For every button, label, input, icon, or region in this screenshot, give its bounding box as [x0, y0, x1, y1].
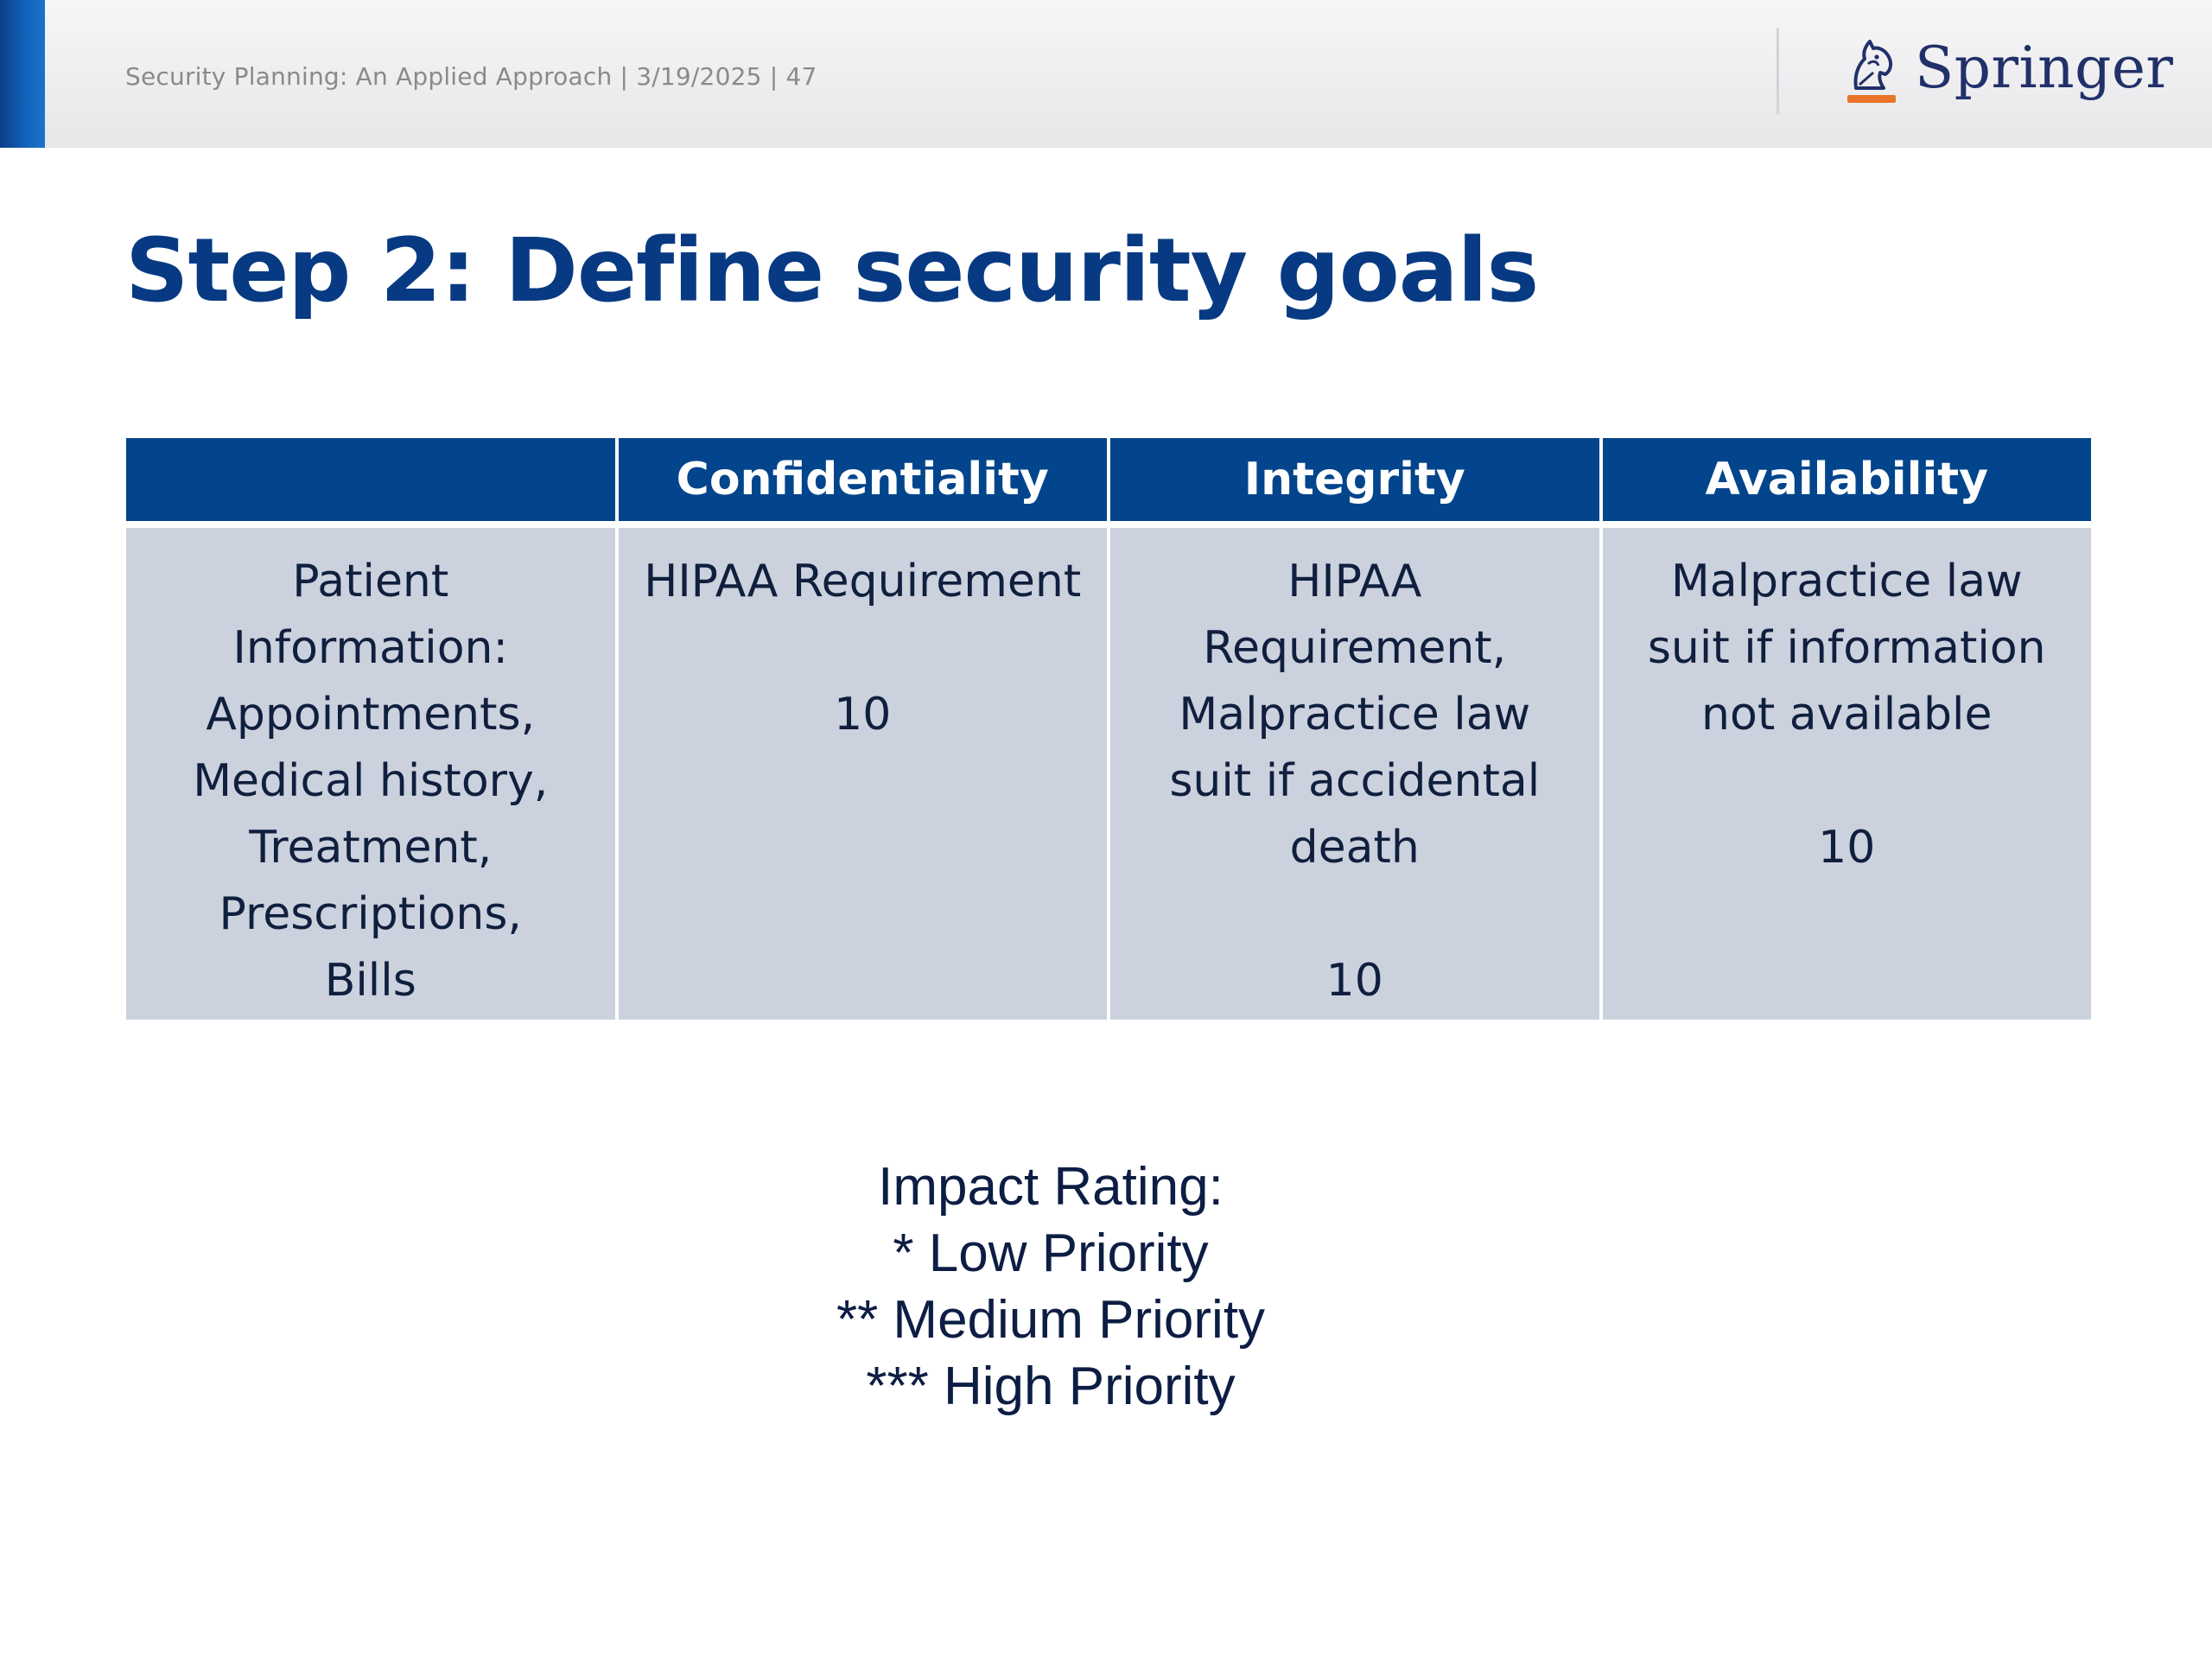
legend-item-low: * Low Priority [893, 1224, 1209, 1283]
springer-wordmark: Springer [1915, 35, 2174, 101]
asset-line: Medical history, [193, 755, 549, 807]
integrity-reason-line: Requirement, [1203, 622, 1507, 674]
table-header-row [126, 438, 2091, 524]
asset-line: Patient [292, 556, 449, 607]
accent-strip [0, 0, 45, 148]
legend-item-high: *** High Priority [866, 1357, 1236, 1416]
springer-logo [1839, 31, 2174, 111]
asset-line: Bills [324, 955, 416, 1007]
impact-rating-legend [0, 1154, 2101, 1420]
availability-cell [1603, 528, 2092, 1020]
asset-line: Treatment, [249, 822, 493, 874]
confidentiality-reason: HIPAA Requirement [644, 556, 1082, 607]
security-goals-table [123, 435, 2094, 1023]
legend-title: Impact Rating: [878, 1157, 1224, 1217]
header-bar [0, 0, 2212, 148]
header-cell-confidentiality: Confidentiality [619, 438, 1108, 524]
asset-cell [126, 528, 615, 1020]
availability-reason-line: suit if information [1647, 622, 2046, 674]
confidentiality-cell [619, 528, 1108, 1020]
integrity-cell [1110, 528, 1599, 1020]
cell-spacer [636, 615, 1090, 682]
integrity-reason-line: Malpractice law [1179, 689, 1531, 741]
header-cell-availability: Availability [1603, 438, 2092, 524]
confidentiality-rating: 10 [834, 689, 892, 741]
cell-spacer [1128, 881, 1582, 948]
availability-rating: 10 [1818, 822, 1876, 874]
legend-item-medium: ** Medium Priority [836, 1290, 1266, 1350]
integrity-rating: 10 [1325, 955, 1383, 1007]
table-row [126, 528, 2091, 1020]
header-cell-integrity: Integrity [1110, 438, 1599, 524]
asset-line: Appointments, [206, 689, 536, 741]
integrity-reason-line: suit if accidental [1169, 755, 1541, 807]
integrity-reason-line: death [1289, 822, 1420, 874]
slide-title: Step 2: Define security goals [125, 219, 1539, 322]
availability-reason-line: Malpractice law [1670, 556, 2023, 607]
header-footer-text: Security Planning: An Applied Approach | 3/19/2025 | 47 [125, 62, 817, 91]
asset-line: Information: [232, 622, 509, 674]
logo-divider [1777, 28, 1779, 114]
availability-reason-line: not available [1701, 689, 1993, 741]
springer-horse-icon [1839, 31, 1903, 111]
cell-spacer [1620, 748, 2075, 815]
integrity-reason-line: HIPAA [1287, 556, 1422, 607]
asset-line: Prescriptions, [219, 888, 522, 940]
header-cell-asset [126, 438, 615, 524]
